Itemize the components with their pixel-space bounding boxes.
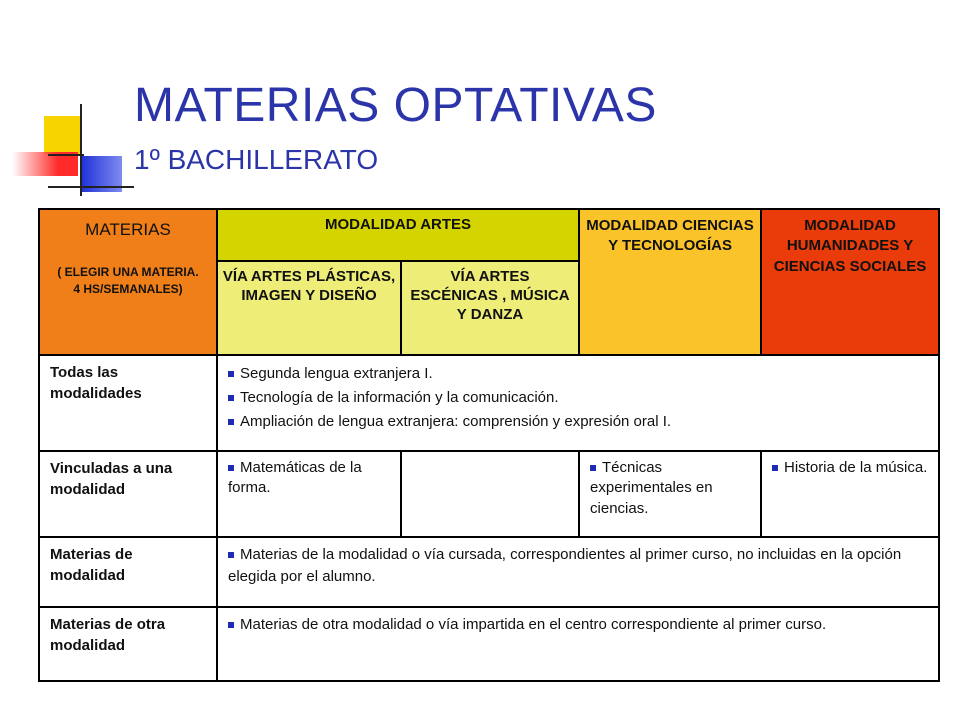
list-item: Técnicas experimentales en ciencias.: [590, 459, 713, 517]
header-materias-title: MATERIAS: [85, 220, 171, 239]
list-item: Materias de otra modalidad o vía impartida en el centro correspondiente al primer curso.: [228, 616, 826, 633]
header-modalidad-ciencias: MODALIDAD CIENCIAS Y TECNOLOGÍAS: [579, 209, 761, 355]
table-row-otra: [39, 607, 939, 681]
row-label-todas: Todas las modalidades: [39, 355, 217, 451]
page-subtitle: 1º BACHILLERATO: [134, 144, 379, 175]
list-item: Historia de la música.: [772, 459, 927, 476]
page-title: MATERIAS OPTATIVAS: [134, 79, 657, 132]
vertical-line-shape: [80, 104, 82, 196]
header-materias: [39, 209, 217, 355]
row-label-otra: Materias de otra modalidad: [39, 607, 217, 681]
cell-vinculadas-ciencias: [579, 451, 761, 537]
row-label-modalidad: Materias de modalidad: [39, 537, 217, 607]
yellow-square-shape: [44, 116, 82, 154]
table-row-todas: [39, 355, 939, 451]
row-content-modalidad: [217, 537, 939, 607]
list-item: Tecnología de la información y la comunicación.: [228, 386, 928, 410]
header-modalidad-artes: MODALIDAD ARTES: [217, 209, 579, 261]
header-materias-note-1: ( ELEGIR UNA MATERIA.: [57, 265, 199, 279]
cell-vinculadas-escenicas: [401, 451, 579, 537]
list-item: Ampliación de lengua extranjera: comprensión y expresión oral I.: [228, 410, 928, 434]
cell-vinculadas-humanidades: [761, 451, 939, 537]
header-via-escenicas: VÍA ARTES ESCÉNICAS , MÚSICA Y DANZA: [401, 261, 579, 355]
horizontal-line-shape-2: [48, 154, 84, 156]
cell-vinculadas-plasticas: [217, 451, 401, 537]
row-content-todas: [217, 355, 939, 451]
list-item: Matemáticas de la forma.: [228, 459, 362, 497]
table-row-vinculadas: [39, 451, 939, 537]
row-content-otra: [217, 607, 939, 681]
horizontal-line-shape: [48, 186, 134, 188]
table-header-row: [39, 209, 939, 261]
header-via-plasticas: VÍA ARTES PLÁSTICAS, IMAGEN Y DISEÑO: [217, 261, 401, 355]
header-materias-note-2: 4 HS/SEMANALES): [73, 281, 183, 296]
list-item: Segunda lengua extranjera I.: [228, 362, 928, 386]
list-item: Materias de la modalidad o vía cursada, correspondientes al primer curso, no incluidas en la opción elegida por el alumno.: [228, 546, 902, 585]
row-label-vinculadas: Vinculadas a una modalidad: [39, 451, 217, 537]
subjects-table: [38, 208, 940, 682]
header-modalidad-humanidades: MODALIDAD HUMANIDADES Y CIENCIAS SOCIALES: [761, 209, 939, 355]
decorative-logo: [0, 0, 140, 200]
table-row-modalidad: [39, 537, 939, 607]
